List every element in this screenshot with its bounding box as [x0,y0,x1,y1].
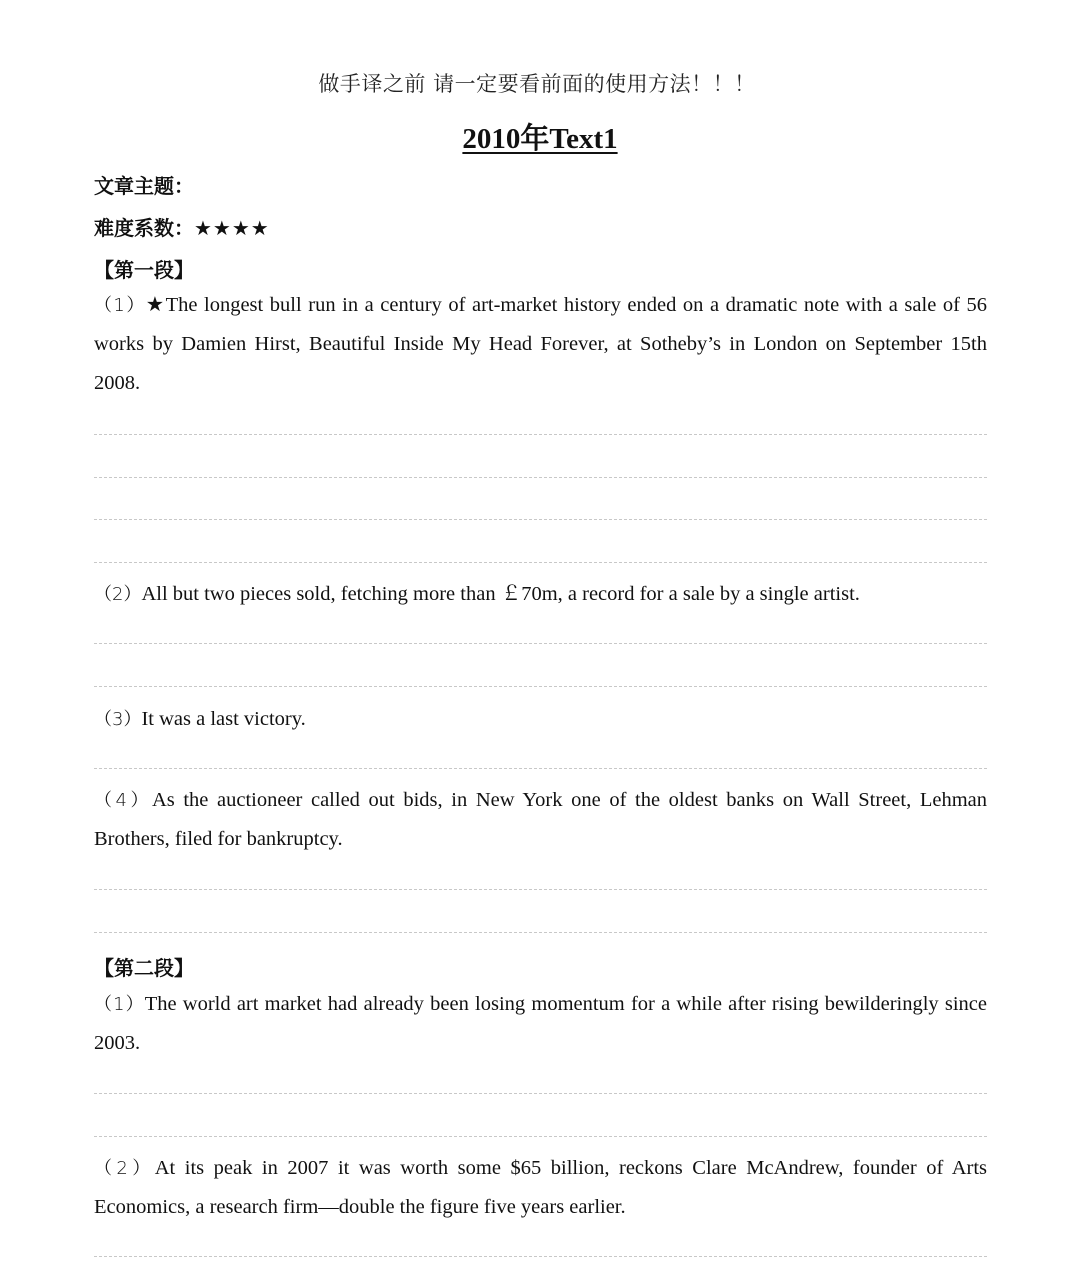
answer-line[interactable] [94,686,987,687]
answer-line[interactable] [94,477,987,478]
answer-line[interactable] [94,1256,987,1257]
sentence-1-4 [94,781,987,859]
sentence-1-1 [94,286,987,403]
answer-line[interactable] [94,768,987,769]
topic-label: 文章主题： [94,174,194,198]
answer-line[interactable] [94,1093,987,1094]
answer-line[interactable] [94,932,987,933]
sentence-number: （4） [94,790,152,811]
sentence-2-1 [94,985,987,1063]
sentence-number: （2） [94,584,142,605]
answer-line[interactable] [94,434,987,435]
sentence-number: （1） [94,295,146,316]
section-heading-1: 【第一段】 [94,258,194,282]
answer-line[interactable] [94,519,987,520]
sentence-text: The world art market had already been losing momentum for a while after rising bewilderingly since 2003. [94,993,988,1054]
answer-line[interactable] [94,889,987,890]
difficulty-stars: ★★★★ [194,216,270,240]
sentence-1-3 [94,700,987,739]
answer-line[interactable] [94,562,987,563]
sentence-text: As the auctioneer called out bids, in New York one of the oldest banks on Wall Street, Lehman Brothers, filed for bankruptcy. [94,789,987,850]
sentence-number: （2） [94,1158,155,1179]
sentence-1-2 [94,575,987,614]
page-title: 2010年Text1 [462,123,618,155]
difficulty-row [94,212,270,241]
sentence-text: It was a last victory. [141,708,306,730]
sentence-number: （1） [94,994,145,1015]
sentence-text: At its peak in 2007 it was worth some $65 billion, reckons Clare McAndrew, founder of Arts Economics, a research firm—double the figure five years earlier. [94,1157,988,1218]
answer-line[interactable] [94,643,987,644]
answer-line[interactable] [94,1136,987,1137]
sentence-text: All but two pieces sold, fetching more than ￡70m, a record for a sale by a single artist. [141,583,860,605]
section-heading-2: 【第二段】 [94,956,194,980]
usage-notice: 做手译之前 请一定要看前面的使用方法！！！ [318,72,756,96]
sentence-number: （3） [94,709,142,730]
difficulty-label: 难度系数： [94,216,194,240]
sentence-text: ★The longest bull run in a century of art-market history ended on a dramatic note with a sale of 56 works by Damien Hirst, Beautiful Inside My Head Forever, at Sotheby’s in London on September 15th 2008. [94,294,987,394]
sentence-2-2 [94,1149,987,1227]
